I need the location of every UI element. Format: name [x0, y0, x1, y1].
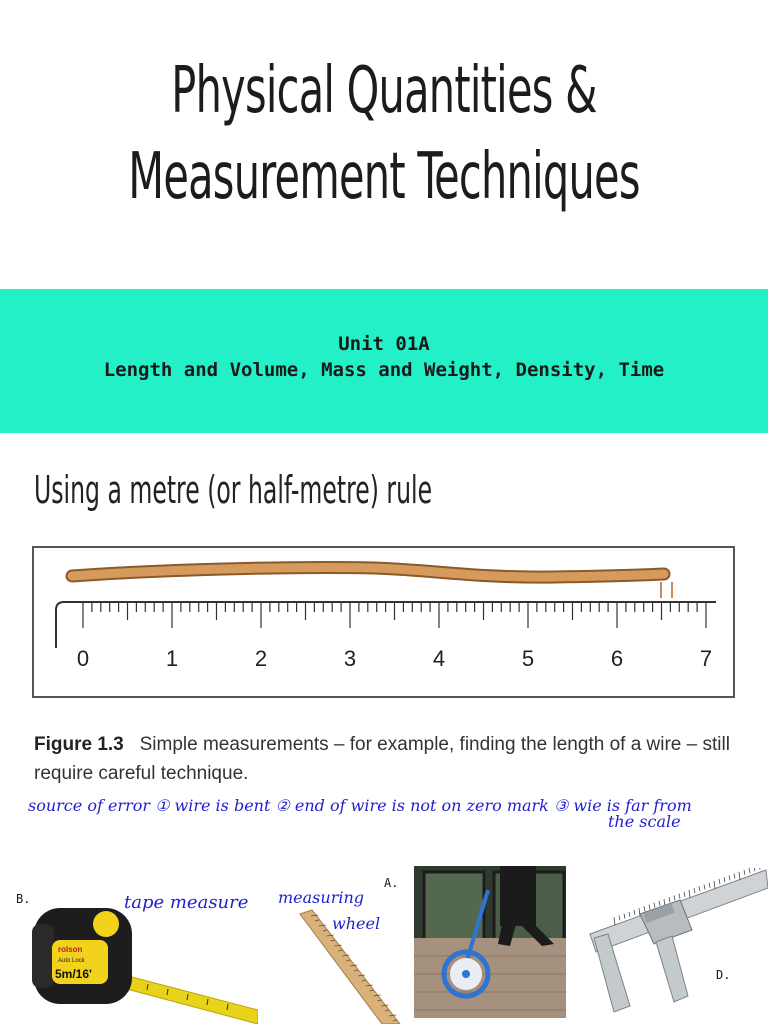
caliper-tick	[754, 868, 755, 871]
caliper-tick	[684, 892, 685, 897]
caliper-tick	[619, 915, 620, 920]
ruler-number: 4	[432, 646, 446, 671]
wooden-ruler-image	[296, 908, 406, 1024]
label-b: B.	[16, 892, 31, 906]
caliper-tick	[709, 883, 710, 888]
caliper-tick	[699, 886, 700, 891]
caption-label: Figure 1.3	[34, 734, 124, 755]
caliper-tick	[674, 895, 675, 900]
caliper-tick	[714, 881, 715, 889]
caliper-tick	[644, 906, 645, 911]
caliper-tick	[659, 901, 660, 906]
measuring-wheel-photo	[414, 866, 566, 1018]
ruler-number: 6	[610, 646, 624, 671]
caliper-tick	[694, 888, 695, 893]
ruler-number: 7	[699, 646, 713, 671]
page-title	[0, 48, 768, 220]
caliper-tick	[689, 890, 690, 898]
unit-banner	[0, 289, 768, 433]
caption-text: Simple measurements – for example, finding the length of a wire – still require careful technique.	[34, 734, 730, 784]
ruler-number: 5	[521, 646, 535, 671]
ruler-svg	[34, 548, 733, 696]
unit-label: Unit 01A	[338, 333, 430, 355]
figure-caption	[34, 730, 734, 788]
ruler-number: 0	[76, 646, 90, 671]
tape-sub: Auto Lock	[58, 958, 85, 964]
title-line-2: Measurement Techniques	[128, 140, 640, 214]
caliper-tick	[734, 874, 735, 879]
label-a: A.	[384, 876, 399, 890]
ruler-number: 3	[343, 646, 357, 671]
vernier-caliper-image	[584, 868, 768, 1018]
caliper-tick	[654, 903, 655, 908]
caliper-tick	[729, 875, 730, 880]
caliper-tick	[649, 905, 650, 910]
tape-brand: rolson	[58, 945, 83, 954]
ruler-figure	[32, 546, 735, 698]
tape-measure-image	[28, 900, 258, 1024]
ruler-numbers	[77, 646, 712, 671]
tape-size: 5m/16'	[55, 967, 92, 981]
ruler-number: 1	[165, 646, 179, 671]
caliper-tick	[639, 908, 640, 916]
caliper-tick	[614, 917, 615, 925]
caliper-tick	[669, 897, 670, 902]
label-d: D.	[716, 968, 731, 982]
section-heading: Using a metre (or half-metre) rule	[34, 468, 433, 512]
measuring-wheel-note-2: wheel	[332, 914, 381, 933]
measuring-wheel-note-1: measuring	[278, 888, 365, 907]
ruler-number: 2	[254, 646, 268, 671]
caliper-tick	[704, 885, 705, 890]
caliper-tick	[634, 910, 635, 915]
caliper-tick	[739, 872, 740, 880]
caliper-tick	[629, 912, 630, 917]
tape-measure-note: tape measure	[124, 892, 249, 913]
handwritten-error-note: source of error ① wire is bent ② end of wire is not on zero mark ③ wie is far from	[28, 796, 692, 815]
caliper-tick	[719, 879, 720, 884]
handwritten-error-note-2: the scale	[608, 812, 681, 831]
caliper-tick	[749, 868, 750, 873]
caliper-tick	[724, 877, 725, 882]
caliper-tick	[624, 914, 625, 919]
caliper-tick	[679, 894, 680, 899]
title-line-1: Physical Quantities &	[171, 54, 597, 128]
unit-topics: Length and Volume, Mass and Weight, Density, Time	[103, 359, 665, 381]
caliper-tick	[744, 870, 745, 875]
caliper-tick	[759, 868, 760, 869]
ruler-ticks	[83, 602, 706, 628]
